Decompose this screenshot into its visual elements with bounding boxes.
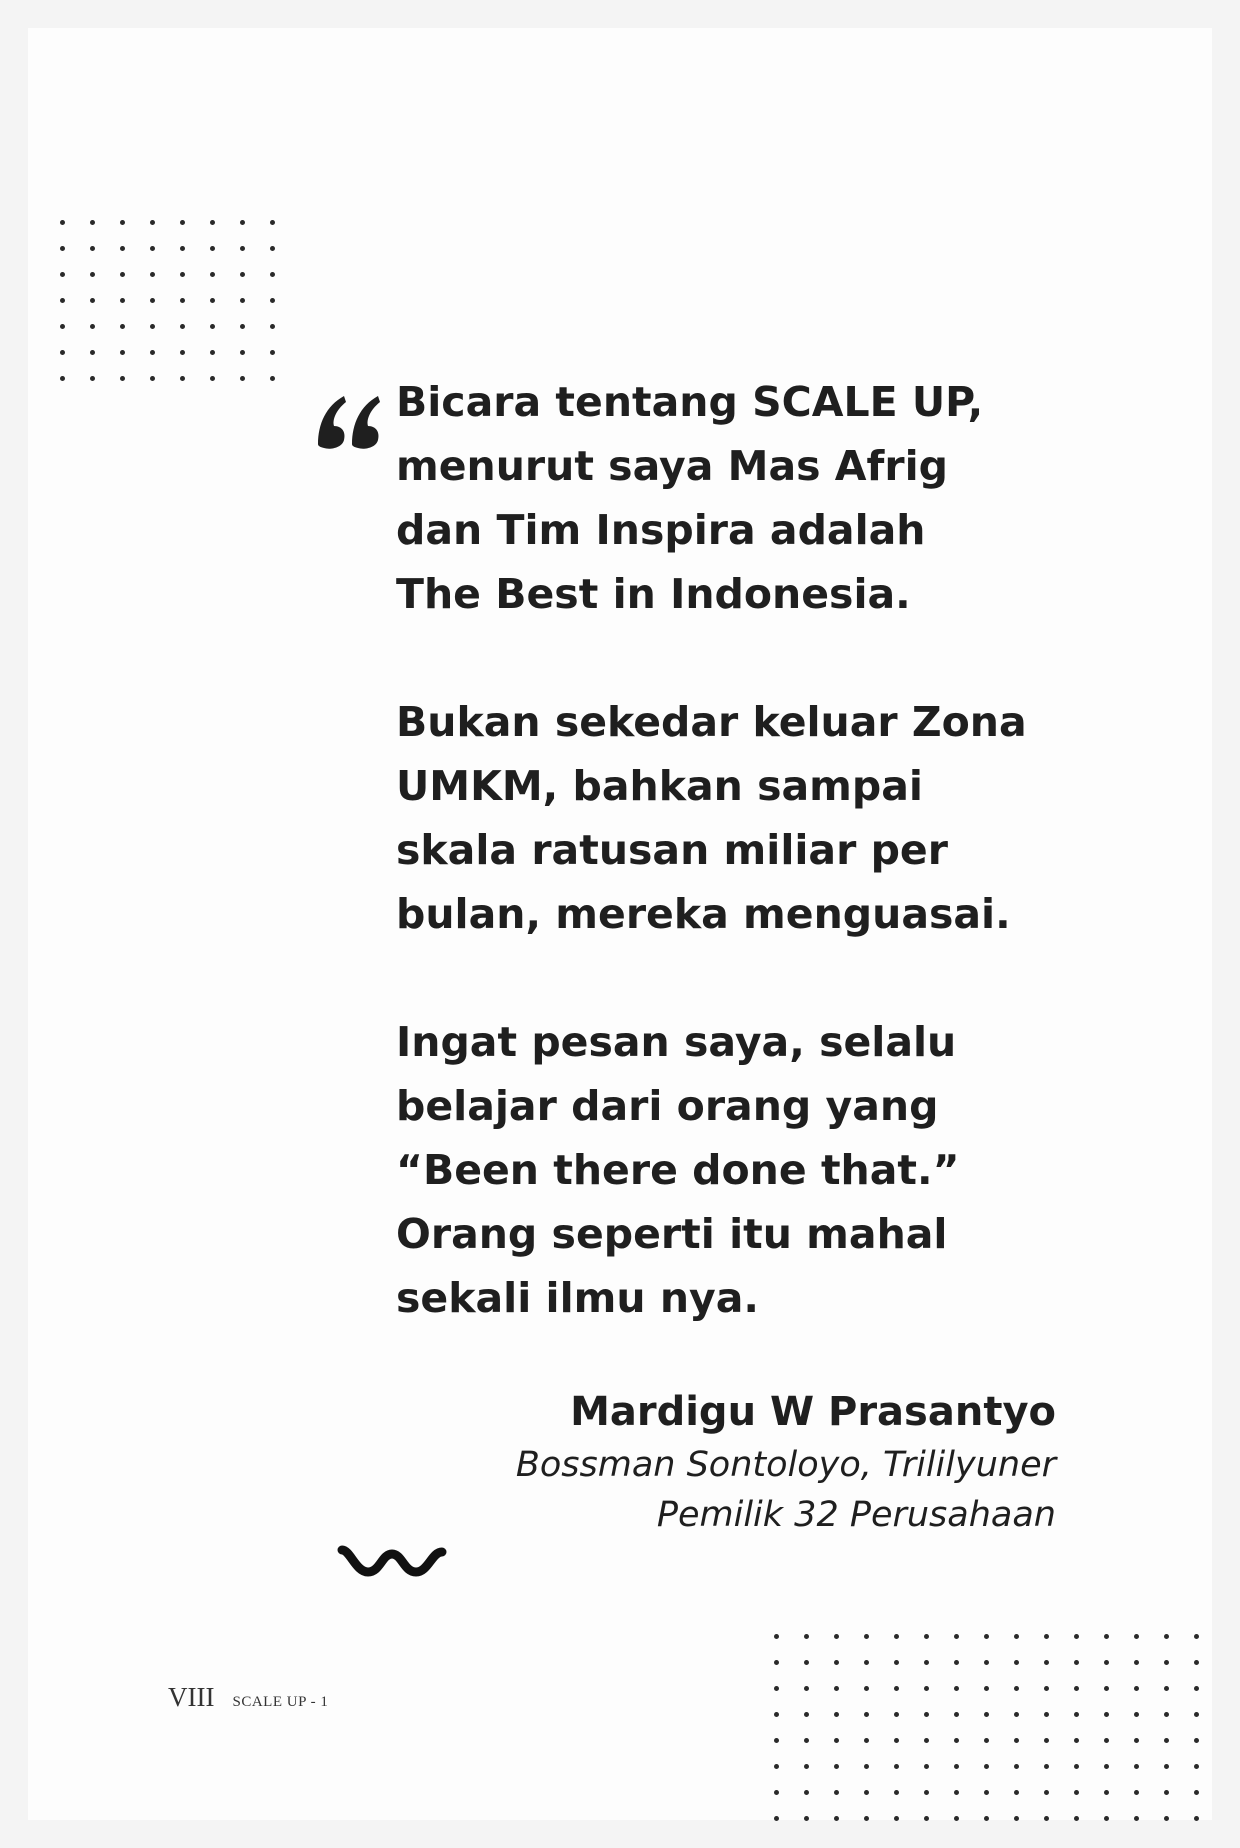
dot: [270, 350, 275, 355]
dot: [180, 220, 185, 225]
page-footer: [168, 1682, 328, 1713]
dot: [1134, 1686, 1139, 1691]
dot: [864, 1686, 869, 1691]
dot: [90, 324, 95, 329]
dot: [60, 298, 65, 303]
dot: [60, 246, 65, 251]
dot: [1044, 1634, 1049, 1639]
dot: [60, 220, 65, 225]
dot: [954, 1790, 959, 1795]
dot: [1164, 1790, 1169, 1795]
dot: [1134, 1738, 1139, 1743]
dot: [924, 1816, 929, 1821]
dot: [834, 1712, 839, 1717]
dot: [150, 220, 155, 225]
dot: [120, 220, 125, 225]
dot: [834, 1634, 839, 1639]
dot: [1104, 1634, 1109, 1639]
dot: [774, 1738, 779, 1743]
dot: [60, 350, 65, 355]
dot: [894, 1764, 899, 1769]
dot: [150, 376, 155, 381]
dot: [60, 376, 65, 381]
dot-grid-bottom-right: [774, 1634, 1224, 1848]
dot: [804, 1634, 809, 1639]
dot: [894, 1686, 899, 1691]
author-title: Bossman Sontoloyo, Trililyuner Pemilik 32 Perusahaan: [515, 1445, 1056, 1535]
dot: [774, 1764, 779, 1769]
dot: [1194, 1790, 1199, 1795]
dot: [1074, 1764, 1079, 1769]
dot: [804, 1764, 809, 1769]
dot: [1134, 1660, 1139, 1665]
dot: [1044, 1738, 1049, 1743]
dot: [864, 1790, 869, 1795]
quote-paragraph-3: Ingat pesan saya, selalu belajar dari orang yang “Been there done that.” Orang seperti itu mahal sekali ilmu nya.: [396, 1018, 960, 1322]
dot: [270, 298, 275, 303]
dot: [120, 350, 125, 355]
dot: [864, 1764, 869, 1769]
dot: [120, 376, 125, 381]
dot: [864, 1634, 869, 1639]
dot: [1194, 1712, 1199, 1717]
author-block: [356, 1384, 1056, 1540]
dot: [1104, 1686, 1109, 1691]
dot: [180, 350, 185, 355]
dot: [984, 1738, 989, 1743]
dot: [774, 1634, 779, 1639]
dot: [864, 1816, 869, 1821]
dot: [984, 1790, 989, 1795]
dot: [984, 1712, 989, 1717]
dot: [1164, 1816, 1169, 1821]
dot: [270, 376, 275, 381]
dot: [1014, 1686, 1019, 1691]
dot: [180, 298, 185, 303]
dot: [1194, 1660, 1199, 1665]
dot: [1074, 1712, 1079, 1717]
dot: [1104, 1790, 1109, 1795]
dot: [1074, 1634, 1079, 1639]
dot: [804, 1686, 809, 1691]
dot: [984, 1764, 989, 1769]
dot: [924, 1712, 929, 1717]
dot: [120, 272, 125, 277]
dot: [1134, 1634, 1139, 1639]
dot: [180, 272, 185, 277]
dot: [1044, 1660, 1049, 1665]
dot: [1044, 1712, 1049, 1717]
dot: [1014, 1764, 1019, 1769]
quote-paragraph-1: Bicara tentang SCALE UP, menurut saya Mas Afrig dan Tim Inspira adalah The Best in Indonesia.: [396, 378, 984, 618]
dot: [834, 1660, 839, 1665]
dot: [804, 1712, 809, 1717]
testimonial-quote: [396, 370, 1076, 1330]
dot: [1134, 1790, 1139, 1795]
dot: [1014, 1738, 1019, 1743]
page-number: VIII: [168, 1682, 215, 1712]
dot: [894, 1660, 899, 1665]
dot: [954, 1686, 959, 1691]
dot: [210, 350, 215, 355]
dot: [894, 1790, 899, 1795]
dot: [90, 298, 95, 303]
dot: [834, 1764, 839, 1769]
dot: [1164, 1712, 1169, 1717]
dot: [240, 324, 245, 329]
dot: [834, 1816, 839, 1821]
dot: [894, 1738, 899, 1743]
dot: [1044, 1816, 1049, 1821]
dot: [1014, 1634, 1019, 1639]
dot: [1164, 1634, 1169, 1639]
dot: [1164, 1764, 1169, 1769]
author-name: Mardigu W Prasantyo: [570, 1389, 1056, 1435]
dot: [894, 1816, 899, 1821]
dot: [1104, 1712, 1109, 1717]
dot: [894, 1712, 899, 1717]
dot: [240, 350, 245, 355]
dot: [1014, 1790, 1019, 1795]
dot: [984, 1686, 989, 1691]
dot: [270, 220, 275, 225]
dot: [774, 1686, 779, 1691]
dot: [1074, 1790, 1079, 1795]
dot: [1104, 1764, 1109, 1769]
dot: [150, 298, 155, 303]
dot: [1014, 1660, 1019, 1665]
dot: [150, 350, 155, 355]
dot: [240, 376, 245, 381]
dot: [1194, 1634, 1199, 1639]
dot: [774, 1816, 779, 1821]
dot: [924, 1686, 929, 1691]
dot: [270, 324, 275, 329]
dot: [180, 376, 185, 381]
dot: [954, 1634, 959, 1639]
dot: [924, 1738, 929, 1743]
dot: [984, 1816, 989, 1821]
dot: [240, 272, 245, 277]
dot: [834, 1738, 839, 1743]
dot: [150, 246, 155, 251]
dot: [1104, 1660, 1109, 1665]
dot: [1194, 1816, 1199, 1821]
dot: [120, 324, 125, 329]
dot: [774, 1790, 779, 1795]
dot: [984, 1634, 989, 1639]
dot: [1074, 1816, 1079, 1821]
dot: [924, 1634, 929, 1639]
dot: [774, 1660, 779, 1665]
dot: [1164, 1660, 1169, 1665]
dot: [120, 246, 125, 251]
dot: [1044, 1686, 1049, 1691]
dot: [180, 324, 185, 329]
dot: [90, 376, 95, 381]
dot: [210, 298, 215, 303]
dot: [864, 1660, 869, 1665]
squiggle-ornament-icon: [336, 1540, 448, 1580]
dot: [954, 1764, 959, 1769]
dot: [924, 1764, 929, 1769]
dot: [60, 324, 65, 329]
dot: [834, 1790, 839, 1795]
dot: [120, 298, 125, 303]
running-title: SCALE UP - 1: [232, 1694, 329, 1710]
dot: [834, 1686, 839, 1691]
dot: [1074, 1738, 1079, 1743]
dot: [924, 1660, 929, 1665]
dot: [804, 1816, 809, 1821]
dot: [804, 1738, 809, 1743]
dot: [210, 376, 215, 381]
dot: [1194, 1738, 1199, 1743]
quote-paragraph-2: Bukan sekedar keluar Zona UMKM, bahkan sampai skala ratusan miliar per bulan, mereka menguasai.: [396, 698, 1027, 938]
dot: [1074, 1660, 1079, 1665]
dot: [1194, 1764, 1199, 1769]
dot: [1134, 1764, 1139, 1769]
dot: [240, 220, 245, 225]
dot: [984, 1660, 989, 1665]
dot: [180, 246, 185, 251]
dot: [864, 1712, 869, 1717]
dot: [954, 1660, 959, 1665]
dot: [1104, 1816, 1109, 1821]
dot: [60, 272, 65, 277]
dot: [1134, 1712, 1139, 1717]
dot: [90, 272, 95, 277]
dot: [1044, 1790, 1049, 1795]
dot: [774, 1712, 779, 1717]
dot: [210, 246, 215, 251]
dot: [1164, 1686, 1169, 1691]
dot: [924, 1790, 929, 1795]
dot: [804, 1660, 809, 1665]
dot: [150, 272, 155, 277]
dot: [270, 272, 275, 277]
dot: [240, 246, 245, 251]
dot: [210, 272, 215, 277]
dot: [90, 246, 95, 251]
dot-grid-top-left: [60, 220, 300, 406]
dot: [954, 1738, 959, 1743]
dot: [804, 1790, 809, 1795]
dot: [1044, 1764, 1049, 1769]
dot: [1014, 1816, 1019, 1821]
dot: [90, 220, 95, 225]
dot: [954, 1816, 959, 1821]
dot: [1134, 1816, 1139, 1821]
dot: [1104, 1738, 1109, 1743]
dot: [150, 324, 155, 329]
dot: [240, 298, 245, 303]
dot: [864, 1738, 869, 1743]
dot: [894, 1634, 899, 1639]
dot: [1074, 1686, 1079, 1691]
dot: [90, 350, 95, 355]
dot: [1194, 1686, 1199, 1691]
dot: [210, 220, 215, 225]
dot: [1164, 1738, 1169, 1743]
quote-mark-icon: [314, 390, 384, 450]
dot: [210, 324, 215, 329]
dot: [954, 1712, 959, 1717]
dot: [1014, 1712, 1019, 1717]
dot: [270, 246, 275, 251]
